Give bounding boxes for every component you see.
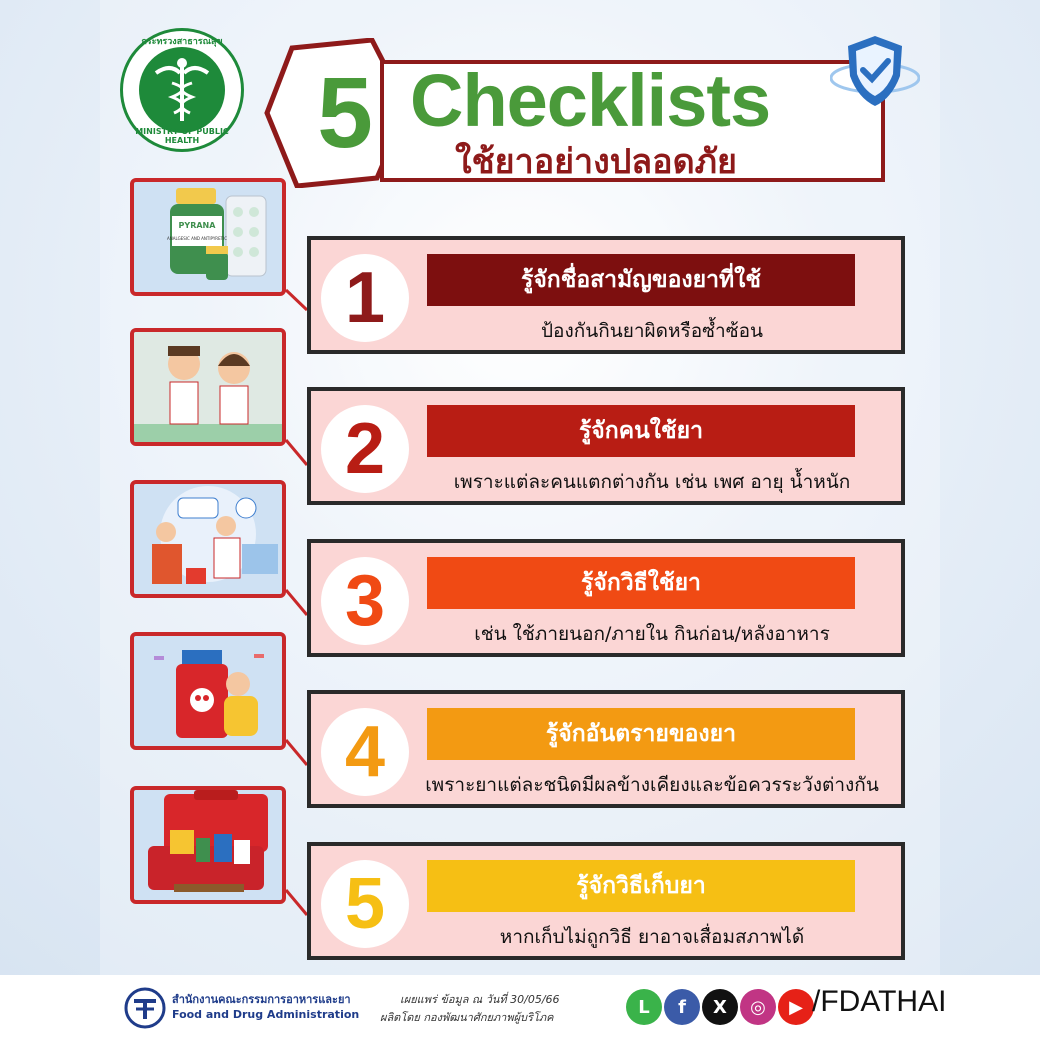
- card-number: 4: [321, 708, 409, 796]
- thumb-pharmacists: [130, 328, 286, 446]
- thumb-consultation: [130, 480, 286, 598]
- card-number: 5: [321, 860, 409, 948]
- checklist-card-2: [307, 387, 905, 505]
- card-heading: รู้จักวิธีใช้ยา: [427, 557, 855, 609]
- checklist-card-4: [307, 690, 905, 808]
- publish-date: เผยแพร่ ข้อมูล ณ วันที่ 30/05/66: [400, 993, 560, 1006]
- youtube-icon[interactable]: ▶: [778, 989, 814, 1025]
- card-number: 2: [321, 405, 409, 493]
- card-heading: รู้จักคนใช้ยา: [427, 405, 855, 457]
- org-name-th: สำนักงานคณะกรรมการอาหารและยา: [172, 993, 351, 1006]
- social-handle[interactable]: /FDATHAI: [812, 985, 947, 1018]
- fda-logo-icon: [124, 987, 166, 1029]
- ministry-seal: [120, 28, 244, 152]
- checklist-card-3: [307, 539, 905, 657]
- thumb-drug-danger: [130, 632, 286, 750]
- title-number: 5: [317, 57, 373, 169]
- title-main: Checklists: [410, 59, 771, 142]
- facebook-icon[interactable]: f: [664, 989, 700, 1025]
- caduceus-icon: [139, 47, 225, 133]
- card-description: เพราะยาแต่ละชนิดมีผลข้างเคียงและข้อควรระวังต่างกัน: [425, 774, 879, 796]
- seal-text-th: กระทรวงสาธารณสุข: [141, 37, 223, 47]
- card-heading: รู้จักอันตรายของยา: [427, 708, 855, 760]
- card-description: เช่น ใช้ภายนอก/ภายใน กินก่อน/หลังอาหาร: [474, 623, 830, 645]
- title-subtitle: ใช้ยาอย่างปลอดภัย: [455, 142, 737, 182]
- card-description: เพราะแต่ละคนแตกต่างกัน เช่น เพศ อายุ น้ำหนัก: [453, 471, 851, 493]
- card-number: 1: [321, 254, 409, 342]
- shield-check-icon: [830, 28, 920, 118]
- thumb-label-brand: PYRANA: [178, 221, 216, 230]
- instagram-icon[interactable]: ◎: [740, 989, 776, 1025]
- checklist-card-5: [307, 842, 905, 960]
- producer: ผลิตโดย กองพัฒนาศักยภาพผู้บริโภค: [380, 1011, 554, 1024]
- line-icon[interactable]: L: [626, 989, 662, 1025]
- card-description: หากเก็บไม่ถูกวิธี ยาอาจเสื่อมสภาพได้: [499, 926, 805, 948]
- seal-text-en: MINISTRY OF PUBLIC HEALTH: [135, 127, 229, 145]
- checklist-card-1: [307, 236, 905, 354]
- thumb-label-type: ANALGESIC AND ANTIPYRETIC: [166, 236, 228, 241]
- card-heading: รู้จักชื่อสามัญของยาที่ใช้: [427, 254, 855, 306]
- footer: [0, 975, 1040, 1040]
- x-icon[interactable]: X: [702, 989, 738, 1025]
- thumb-medicine-bottle: [130, 178, 286, 296]
- thumb-medicine-kit: [130, 786, 286, 904]
- card-heading: รู้จักวิธีเก็บยา: [427, 860, 855, 912]
- card-description: ป้องกันกินยาผิดหรือซ้ำซ้อน: [540, 320, 763, 342]
- org-name-en: Food and Drug Administration: [172, 1008, 360, 1021]
- card-number: 3: [321, 557, 409, 645]
